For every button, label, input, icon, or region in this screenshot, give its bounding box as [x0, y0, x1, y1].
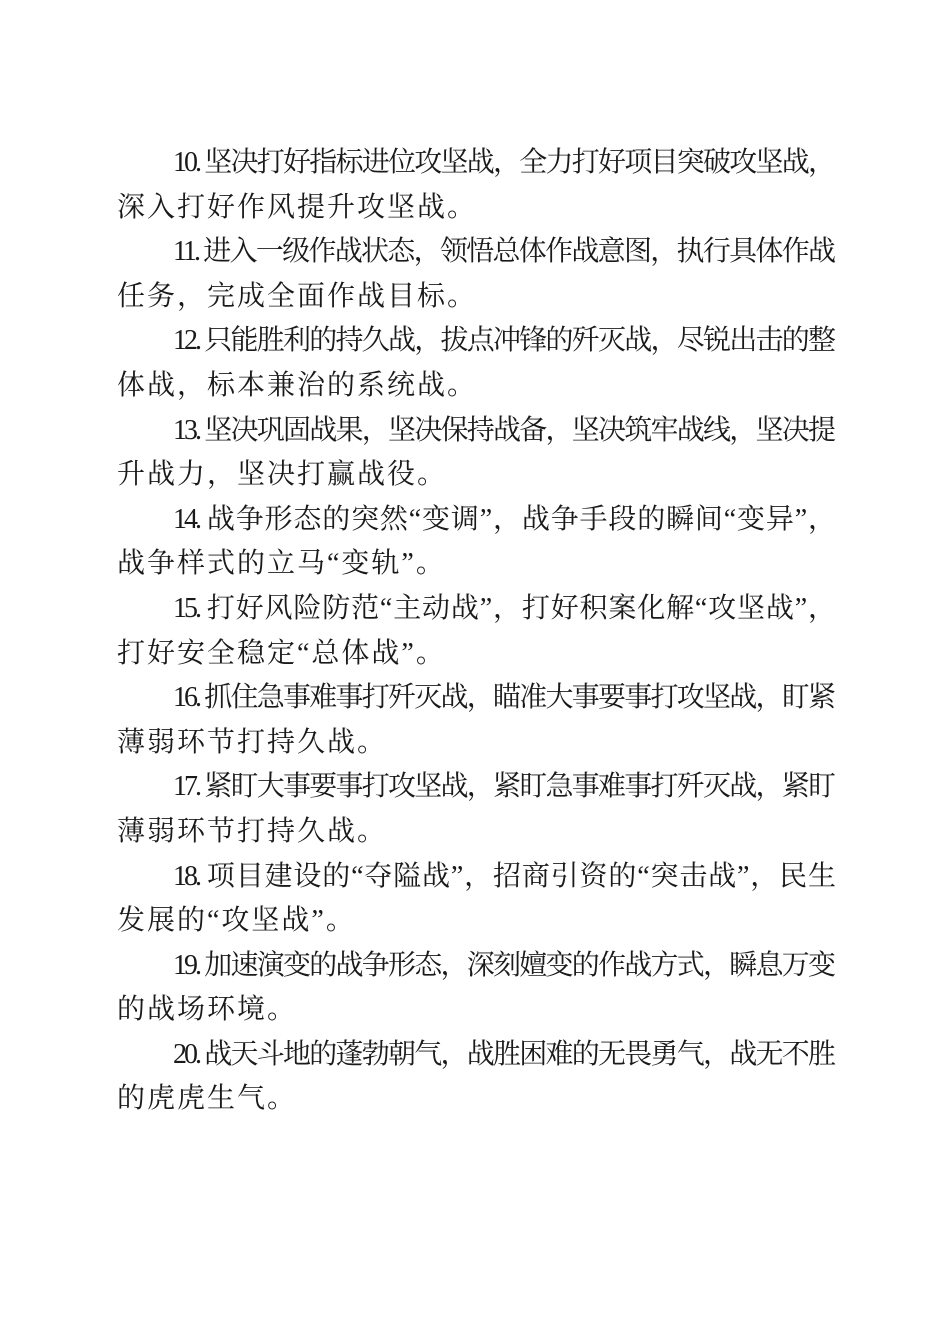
item-16-line-2: 薄弱环节打持久战。	[117, 726, 388, 758]
list-item-12	[117, 319, 833, 408]
item-13-line-2: 升战力，坚决打赢战役。	[117, 459, 448, 491]
list-item-13	[117, 409, 833, 498]
item-10-line-1: 10. 坚决打好指标进位攻坚战，全力打好项目突破攻坚战，	[173, 147, 833, 178]
item-11-line-2: 任务，完成全面作战目标。	[117, 280, 478, 312]
item-18-line-1: 18. 项目建设的“夺隘战”，招商引资的“突击战”，民生	[173, 860, 833, 892]
item-11-line-1: 11. 进入一级作战状态，领悟总体作战意图，执行具体作战	[173, 236, 833, 268]
item-18-line-2: 发展的“攻坚战”。	[117, 905, 356, 937]
list-item-16	[117, 676, 833, 765]
item-12-line-1: 12. 只能胜利的持久战，拔点冲锋的歼灭战，尽锐出击的整	[173, 325, 833, 357]
item-17-line-1: 17. 紧盯大事要事打攻坚战，紧盯急事难事打歼灭战，紧盯	[173, 771, 833, 803]
item-15-line-2: 打好安全稳定“总体战”。	[117, 637, 446, 669]
list-item-10	[117, 141, 833, 230]
list-item-11	[117, 230, 833, 319]
item-13-line-1: 13. 坚决巩固战果，坚决保持战备，坚决筑牢战线，坚决提	[173, 414, 833, 446]
list-item-17	[117, 765, 833, 854]
item-16-line-1: 16. 抓住急事难事打歼灭战，瞄准大事要事打攻坚战，盯紧	[173, 682, 833, 714]
list-item-15	[117, 587, 833, 676]
item-19-line-1: 19. 加速演变的战争形态，深刻嬗变的作战方式，瞬息万变	[173, 949, 833, 981]
item-20-line-2: 的虎虎生气。	[117, 1083, 298, 1115]
list-item-19	[117, 944, 833, 1033]
list-item-14	[117, 498, 833, 587]
item-19-line-2: 的战场环境。	[117, 994, 298, 1026]
list-item-18	[117, 855, 833, 944]
item-14-line-2: 战争样式的立马“变轨”。	[117, 548, 446, 580]
item-14-line-1: 14. 战争形态的突然“变调”，战争手段的瞬间“变异”，	[173, 503, 833, 535]
item-12-line-2: 体战，标本兼治的系统战。	[117, 369, 478, 401]
item-15-line-1: 15. 打好风险防范“主动战”，打好积案化解“攻坚战”，	[173, 592, 833, 624]
item-20-line-1: 20. 战天斗地的蓬勃朝气，战胜困难的无畏勇气，战无不胜	[173, 1038, 833, 1070]
item-10-line-2: 深入打好作风提升攻坚战。	[117, 191, 478, 223]
list-item-20	[117, 1033, 833, 1122]
item-17-line-2: 薄弱环节打持久战。	[117, 815, 388, 847]
